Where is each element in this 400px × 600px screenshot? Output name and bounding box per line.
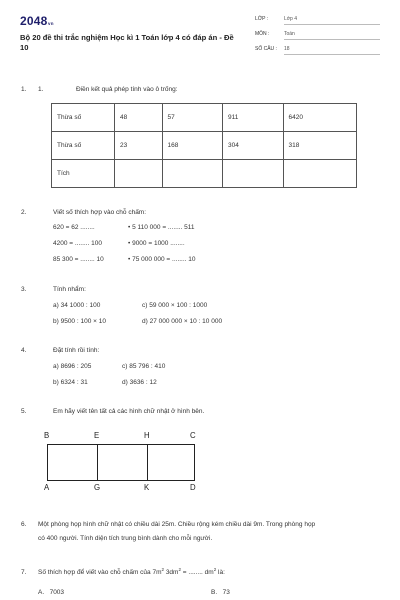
question-count-underline bbox=[284, 54, 380, 55]
point-label-h: H bbox=[144, 431, 150, 440]
q2-line2-left: 4200 = ........ 100 bbox=[53, 240, 102, 247]
table-row bbox=[52, 132, 357, 160]
q2-line2-right: • 9000 = 1000 ........ bbox=[128, 240, 185, 247]
q4-text: Đặt tính rồi tính: bbox=[53, 347, 100, 354]
subject-underline bbox=[284, 39, 380, 40]
outer-rectangle bbox=[47, 444, 195, 481]
q2-text: Viết số thích hợp vào chỗ chấm: bbox=[53, 209, 147, 216]
table-cell bbox=[283, 160, 357, 188]
q2-number: 2. bbox=[21, 209, 27, 216]
q5-number: 5. bbox=[21, 408, 27, 415]
table-cell: 318 bbox=[283, 132, 357, 160]
q1-table bbox=[51, 103, 357, 188]
page-title: Bộ 20 đề thi trắc nghiệm Học kì 1 Toán lớp 4 có đáp án - Đề 10 bbox=[20, 33, 234, 52]
point-label-c: C bbox=[190, 431, 196, 440]
q2-line1-left: 620 = 62 ........ bbox=[53, 224, 95, 231]
table-cell: Thừa số bbox=[52, 132, 115, 160]
q3-text: Tính nhẩm: bbox=[53, 286, 86, 293]
q6-line2: có 400 người. Tính diện tích trung bình dành cho mỗi người. bbox=[38, 535, 213, 542]
q1-subnumber: 1. bbox=[38, 86, 44, 93]
table-cell: 911 bbox=[223, 104, 284, 132]
q4-number: 4. bbox=[21, 347, 27, 354]
q2-line1-right: • 5 110 000 = ........ 511 bbox=[128, 224, 195, 231]
q1-text: Điền kết quả phép tính vào ô trống: bbox=[76, 86, 178, 93]
point-label-e: E bbox=[94, 431, 100, 440]
q4-a: a) 8696 : 205 bbox=[53, 363, 92, 370]
table-row bbox=[52, 160, 357, 188]
q7-text: Số thích hợp để viết vào chỗ chấm của $7m^2$ $3dm^2$ = ........ $dm^2$ là: bbox=[38, 566, 225, 576]
q3-d: d) 27 000 000 × 10 : 10 000 bbox=[142, 318, 223, 325]
subject-label: MÔN : bbox=[255, 31, 270, 37]
point-label-g: G bbox=[94, 483, 101, 492]
class-value: Lớp 4 bbox=[284, 16, 298, 22]
q5-text: Em hãy viết tên tất cả các hình chữ nhật ở hình bên. bbox=[53, 408, 205, 415]
point-label-k: K bbox=[144, 483, 150, 492]
table-cell bbox=[162, 160, 223, 188]
q6-line1: Một phòng họp hình chữ nhật có chiều dài 25m. Chiều rộng kém chiều dài 9m. Trong phòng họp bbox=[38, 521, 316, 528]
table-cell: 304 bbox=[223, 132, 284, 160]
table-cell: Tích bbox=[52, 160, 115, 188]
q3-c: c) 59 000 × 100 : 1000 bbox=[142, 302, 208, 309]
q6-number: 6. bbox=[21, 521, 27, 528]
q4-c: c) 85 796 : 410 bbox=[122, 363, 166, 370]
table-row bbox=[52, 104, 357, 132]
q4-b: b) 6324 : 31 bbox=[53, 379, 88, 386]
q7-option-a[interactable]: A. 7003 bbox=[38, 589, 65, 596]
class-label: LỚP : bbox=[255, 16, 269, 22]
table-cell: 57 bbox=[162, 104, 223, 132]
q2-line3-right: • 75 000 000 = ........ 10 bbox=[128, 256, 196, 263]
question-count-value: 18 bbox=[284, 46, 290, 52]
table-cell: 168 bbox=[162, 132, 223, 160]
q7-number: 7. bbox=[21, 569, 27, 576]
q3-a: a) 34 1000 : 100 bbox=[53, 302, 101, 309]
point-label-d: D bbox=[190, 483, 196, 492]
segment-hk bbox=[147, 444, 148, 480]
q4-d: d) 3636 : 12 bbox=[122, 379, 157, 386]
question-count-label: SỐ CÂU : bbox=[255, 46, 277, 52]
q7-option-b[interactable]: B. 73 bbox=[211, 589, 230, 596]
table-cell: Thừa số bbox=[52, 104, 115, 132]
q3-b: b) 9500 : 100 × 10 bbox=[53, 318, 106, 325]
table-cell: 23 bbox=[115, 132, 163, 160]
table-cell: 6420 bbox=[283, 104, 357, 132]
segment-eg bbox=[97, 444, 98, 480]
q2-line3-left: 85 300 = ........ 10 bbox=[53, 256, 104, 263]
table-cell bbox=[115, 160, 163, 188]
class-underline bbox=[284, 24, 380, 25]
q1-number: 1. bbox=[21, 86, 27, 93]
table-cell: 48 bbox=[115, 104, 163, 132]
subject-value: Toán bbox=[284, 31, 295, 37]
point-label-a: A bbox=[44, 483, 50, 492]
q3-number: 3. bbox=[21, 286, 27, 293]
point-label-b: B bbox=[44, 431, 50, 440]
site-logo[interactable]: 2048vn bbox=[20, 14, 54, 28]
table-cell bbox=[223, 160, 284, 188]
